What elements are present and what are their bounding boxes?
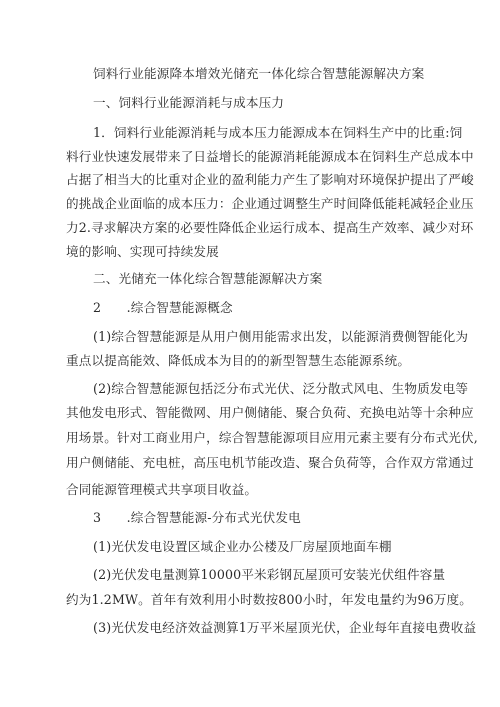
pv-item-3-line-1: (3)光伏发电经济效益测算1万平米屋顶光伏，企业每年直接电费收益 bbox=[93, 620, 477, 635]
concept-item-2-line-4: 用户侧储能、充电桩，高压电机节能改造、聚合负荷等，合作双方常通过 bbox=[66, 455, 474, 470]
section-1-para-line-4: 的挑战企业面临的成本压力：企业通过调整生产时间降低能耗减轻企业压 bbox=[66, 196, 474, 211]
concept-item-2-line-1: (2)综合智慧能源包括泛分布式光伏、泛分散式风电、生物质发电等 bbox=[93, 381, 469, 396]
concept-item-2-line-5: 合同能源管理模式共享项目收益。 bbox=[66, 482, 258, 497]
section-1-para-line-2: 料行业快速发展带来了日益增长的能源消耗能源成本在饲料生产总成本中 bbox=[66, 149, 474, 164]
concept-item-2-line-2: 其他发电形式、智能微网、用户侧储能、聚合负荷、充换电站等十余种应 bbox=[66, 405, 474, 420]
section-1-para-line-5: 力2.寻求解决方案的必要性降低企业运行成本、提高生产效率、减少对环 bbox=[66, 220, 474, 235]
pv-item-1: (1)光伏发电设置区域企业办公楼及厂房屋顶地面车棚 bbox=[93, 539, 392, 554]
section-1-para-line-3: 占据了相当大的比重对企业的盈利能力产生了影响对环境保护提出了严峻 bbox=[66, 172, 474, 187]
subsection-2-heading: 2 .综合智慧能源概念 bbox=[93, 300, 233, 315]
concept-item-2-line-3: 用场景。针对工商业用户，综合智慧能源项目应用元素主要有分布式光伏, bbox=[66, 430, 478, 445]
pv-item-2-line-1: (2)光伏发电量测算10000平米彩钢瓦屋顶可安装光伏组件容量 bbox=[93, 567, 446, 582]
section-2-heading: 二、光储充一体化综合智慧能源解决方案 bbox=[93, 271, 323, 286]
concept-item-1-line-2: 重点以提高能效、降低成本为目的的新型智慧生态能源系统。 bbox=[66, 353, 411, 368]
document-title: 饲料行业能源降本增效光储充一体化综合智慧能源解决方案 bbox=[93, 66, 425, 81]
concept-item-1-line-1: (1)综合智慧能源是从用户侧用能需求出发，以能源消费侧智能化为 bbox=[93, 329, 469, 344]
pv-item-2-line-2: 约为1.2MW。首年有效利用小时数按800小时，年发电量约为96万度。 bbox=[66, 592, 473, 607]
section-1-heading: 一、饲料行业能源消耗与成本压力 bbox=[93, 95, 285, 110]
section-1-para-line-1: 1．饲料行业能源消耗与成本压力能源成本在饲料生产中的比重:饲 bbox=[93, 125, 463, 140]
section-1-para-line-6: 境的影响、实现可持续发展 bbox=[66, 244, 219, 259]
subsection-3-heading: 3 .综合智慧能源-分布式光伏发电 bbox=[93, 510, 301, 525]
